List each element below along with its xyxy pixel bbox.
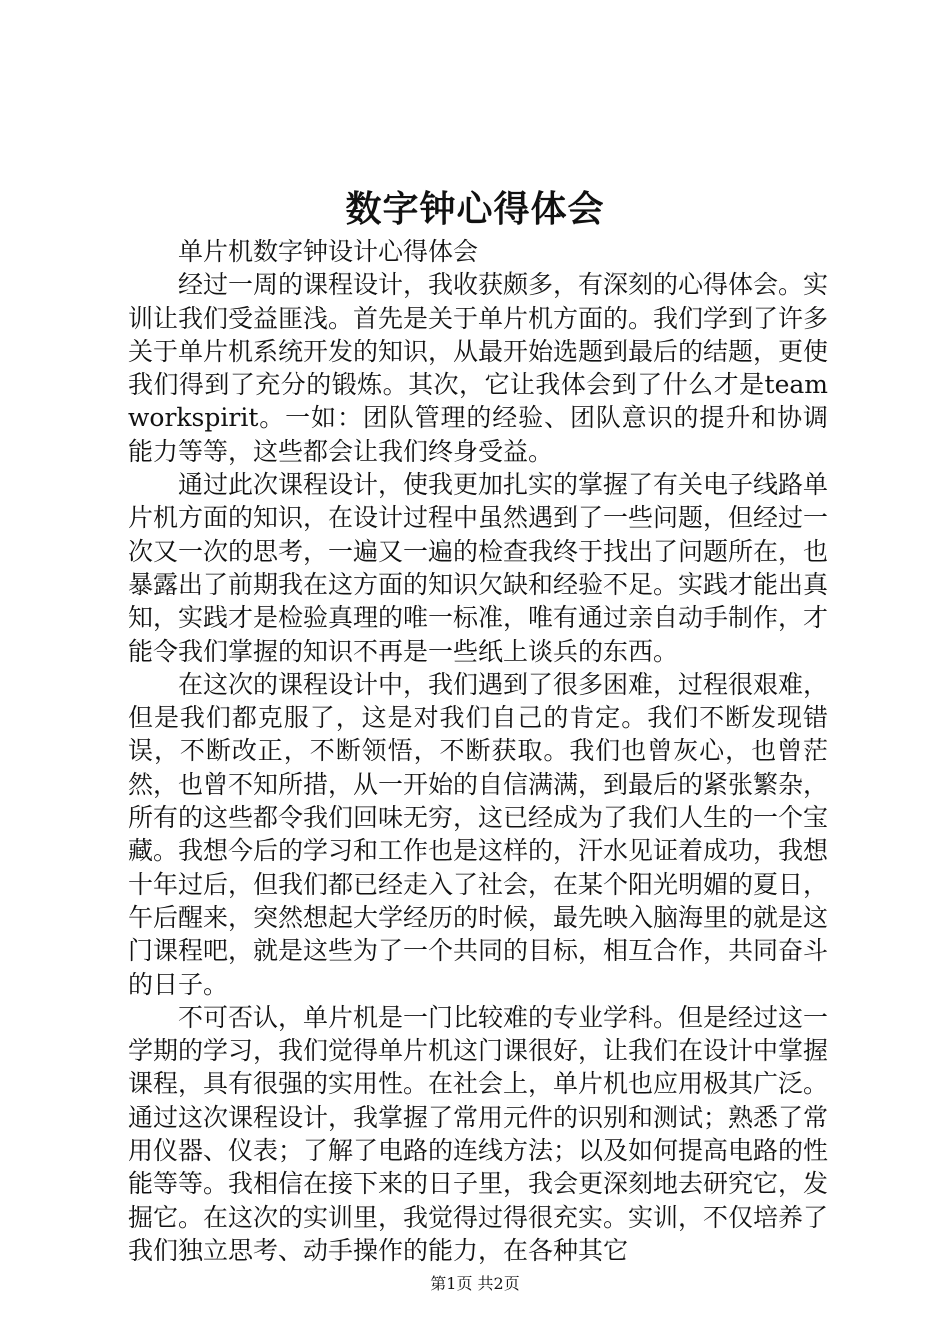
paragraph: 通过此次课程设计，使我更加扎实的掌握了有关电子线路单片机方面的知识，在设计过程中虽然遇到了一些问题，但经过一次又一次的思考，一遍又一遍的检查我终于找出了问题所在，也暴露出了前期我在这方面的知识欠缺和经验不足。实践才能出真知，实践才是检验真理的唯一标准，唯有通过亲自动手制作，才能令我们掌握的知识不再是一些纸上谈兵的东西。 [128, 470, 829, 666]
paragraph: 不可否认，单片机是一门比较难的专业学科。但是经过这一学期的学习，我们觉得单片机这门课很好，让我们在设计中掌握课程，具有很强的实用性。在社会上，单片机也应用极其广泛。通过这次课程设计，我掌握了常用元件的识别和测试；熟悉了常用仪器、仪表；了解了电路的连线方法；以及如何提高电路的性能等等。我相信在接下来的日子里，我会更深刻地去研究它，发掘它。在这次的实训里，我觉得过得很充实。实训，不仅培养了我们独立思考、动手操作的能力，在各种其它 [128, 1002, 829, 1265]
paragraph: 在这次的课程设计中，我们遇到了很多困难，过程很艰难，但是我们都克服了，这是对我们自己的肯定。我们不断发现错误，不断改正，不断领悟，不断获取。我们也曾灰心，也曾茫然，也曾不知所措，从一开始的自信满满，到最后的紧张繁杂，所有的这些都令我们回味无穷，这已经成为了我们人生的一个宝藏。我想今后的学习和工作也是这样的，汗水见证着成功，我想十年过后，但我们都已经走入了社会，在某个阳光明媚的夏日，午后醒来，突然想起大学经历的时候，最先映入脑海里的就是这门课程吧，就是这些为了一个共同的目标，相互合作，共同奋斗的日子。 [128, 669, 829, 999]
paragraph-subtitle: 单片机数字钟设计心得体会 [178, 237, 479, 266]
paragraph: 经过一周的课程设计，我收获颇多，有深刻的心得体会。实训让我们受益匪浅。首先是关于单片机方面的。我们学到了许多关于单片机系统开发的知识，从最开始选题到最后的结题，更使我们得到了充分的锻炼。其次，它让我体会到了什么才是teamworkspirit。一如：团队管理的经验、团队意识的提升和协调能力等等，这些都会让我们终身受益。 [128, 270, 829, 466]
page-number-footer: 第1页 共2页 [430, 1274, 520, 1293]
document-body [128, 235, 828, 1267]
document-title: 数字钟心得体会 [345, 188, 605, 230]
